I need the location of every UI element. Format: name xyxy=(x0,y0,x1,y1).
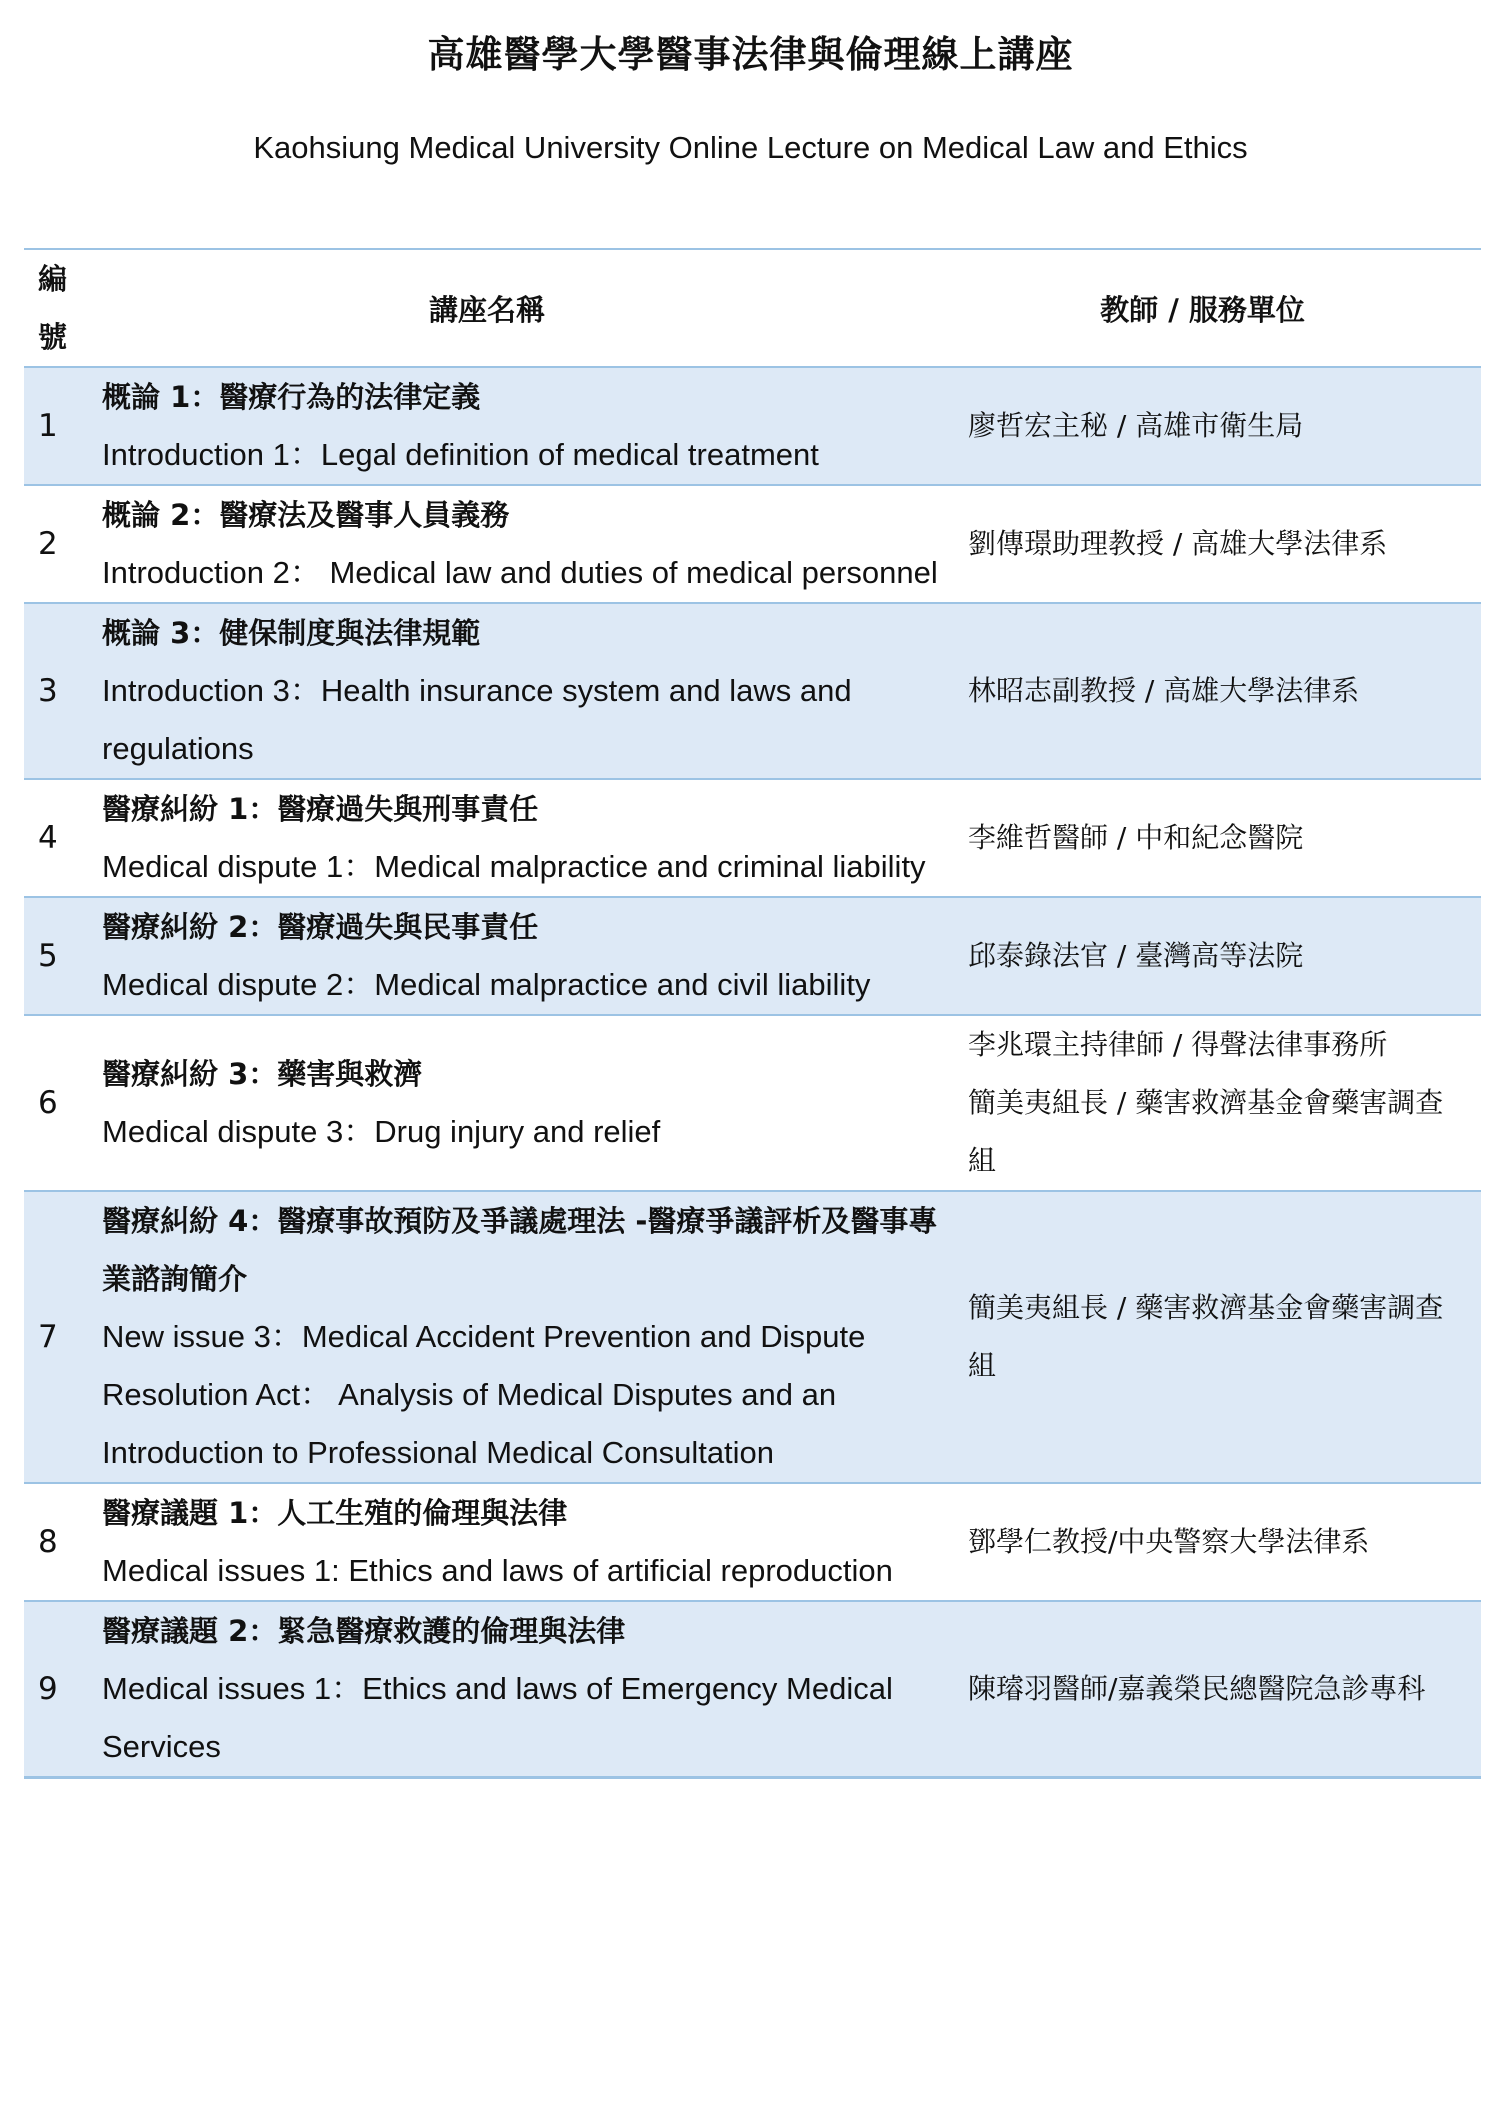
lecture-title-english: Medical dispute 3：Drug injury and relief xyxy=(102,1114,661,1149)
table-row xyxy=(24,1191,1481,1483)
lecture-name-cell xyxy=(90,1601,954,1778)
header-lecture-name: 講座名稱 xyxy=(90,249,954,367)
row-number: 5 xyxy=(24,897,90,1015)
page-title-chinese: 高雄醫學大學醫事法律與倫理線上講座 xyxy=(427,33,1074,76)
lecture-title-chinese: 醫療糾紛 1：醫療過失與刑事責任 xyxy=(102,792,539,826)
teacher-cell xyxy=(954,1483,1481,1601)
teacher-cell xyxy=(954,485,1481,603)
lecture-title-english: Medical issues 1：Ethics and laws of Emergency Medical Services xyxy=(102,1671,893,1764)
teacher-cell xyxy=(954,1601,1481,1778)
row-number: 3 xyxy=(24,603,90,779)
teacher-affiliation: 廖哲宏主秘 / 高雄市衛生局 xyxy=(968,409,1304,442)
lecture-title-chinese: 醫療糾紛 4：醫療事故預防及爭議處理法 -醫療爭議評析及醫事專業諮詢簡介 xyxy=(102,1204,938,1296)
header-number-label: 編號 xyxy=(38,262,68,354)
lecture-title-chinese: 醫療議題 2：緊急醫療救護的倫理與法律 xyxy=(102,1614,626,1648)
row-number: 7 xyxy=(24,1191,90,1483)
table-row xyxy=(24,1601,1481,1778)
teacher-cell xyxy=(954,897,1481,1015)
table-row xyxy=(24,779,1481,897)
teacher-affiliation: 林昭志副教授 / 高雄大學法律系 xyxy=(968,674,1360,707)
lecture-title-english: Introduction 1：Legal definition of medical treatment xyxy=(102,437,819,472)
teacher-affiliation: 劉傳璟助理教授 / 高雄大學法律系 xyxy=(968,527,1388,560)
table-row xyxy=(24,897,1481,1015)
row-number: 1 xyxy=(24,367,90,485)
teacher-affiliation: 陳璿羽醫師/嘉義榮民總醫院急診專科 xyxy=(968,1672,1426,1705)
lecture-name-cell xyxy=(90,1191,954,1483)
page-title-english: Kaohsiung Medical University Online Lecture on Medical Law and Ethics xyxy=(253,130,1248,165)
lecture-title-chinese: 醫療糾紛 3：藥害與救濟 xyxy=(102,1057,423,1091)
lecture-title-english: Medical issues 1: Ethics and laws of artificial reproduction xyxy=(102,1553,893,1588)
teacher-cell xyxy=(954,1015,1481,1191)
teacher-affiliation: 鄧學仁教授/中央警察大學法律系 xyxy=(968,1525,1370,1558)
lecture-title-english: Introduction 3：Health insurance system and laws and regulations xyxy=(102,673,852,766)
row-number: 6 xyxy=(24,1015,90,1191)
lecture-name-cell xyxy=(90,1015,954,1191)
teacher-cell xyxy=(954,367,1481,485)
row-number: 2 xyxy=(24,485,90,603)
lecture-title-english: Medical dispute 1：Medical malpractice and criminal liability xyxy=(102,849,926,884)
header-number xyxy=(24,249,90,367)
lecture-title-english: New issue 3：Medical Accident Prevention and Dispute Resolution Act： Analysis of Medical Disputes and an Introduction to Professional Medical Consultation xyxy=(102,1319,866,1470)
lecture-table xyxy=(24,248,1481,1779)
table-header-row xyxy=(24,249,1481,367)
lecture-title-chinese: 概論 1：醫療行為的法律定義 xyxy=(102,380,481,414)
lecture-title-chinese: 醫療議題 1：人工生殖的倫理與法律 xyxy=(102,1496,568,1530)
lecture-name-cell xyxy=(90,485,954,603)
lecture-title-english: Introduction 2： Medical law and duties of medical personnel xyxy=(102,555,938,590)
row-number: 8 xyxy=(24,1483,90,1601)
teacher-affiliation: 簡美夷組長 / 藥害救濟基金會藥害調查組 xyxy=(968,1291,1444,1382)
lecture-name-cell xyxy=(90,603,954,779)
lecture-table-body xyxy=(24,367,1481,1778)
teacher-affiliation: 邱泰錄法官 / 臺灣高等法院 xyxy=(968,939,1304,972)
lecture-name-cell xyxy=(90,897,954,1015)
table-row xyxy=(24,485,1481,603)
row-number: 9 xyxy=(24,1601,90,1778)
lecture-name-cell xyxy=(90,1483,954,1601)
teacher-affiliation: 簡美夷組長 / 藥害救濟基金會藥害調查組 xyxy=(968,1086,1444,1177)
teacher-cell xyxy=(954,603,1481,779)
teacher-cell xyxy=(954,1191,1481,1483)
table-row xyxy=(24,603,1481,779)
header-teacher: 教師 / 服務單位 xyxy=(954,249,1481,367)
row-number: 4 xyxy=(24,779,90,897)
teacher-cell xyxy=(954,779,1481,897)
teacher-affiliation: 李維哲醫師 / 中和紀念醫院 xyxy=(968,821,1304,854)
table-row xyxy=(24,1483,1481,1601)
lecture-name-cell xyxy=(90,779,954,897)
lecture-title-chinese: 概論 3：健保制度與法律規範 xyxy=(102,616,481,650)
teacher-affiliation: 李兆環主持律師 / 得聲法律事務所 xyxy=(968,1028,1388,1061)
lecture-title-chinese: 概論 2：醫療法及醫事人員義務 xyxy=(102,498,510,532)
lecture-title-english: Medical dispute 2：Medical malpractice and civil liability xyxy=(102,967,871,1002)
lecture-title-chinese: 醫療糾紛 2：醫療過失與民事責任 xyxy=(102,910,539,944)
lecture-name-cell xyxy=(90,367,954,485)
table-row xyxy=(24,1015,1481,1191)
table-row xyxy=(24,367,1481,485)
